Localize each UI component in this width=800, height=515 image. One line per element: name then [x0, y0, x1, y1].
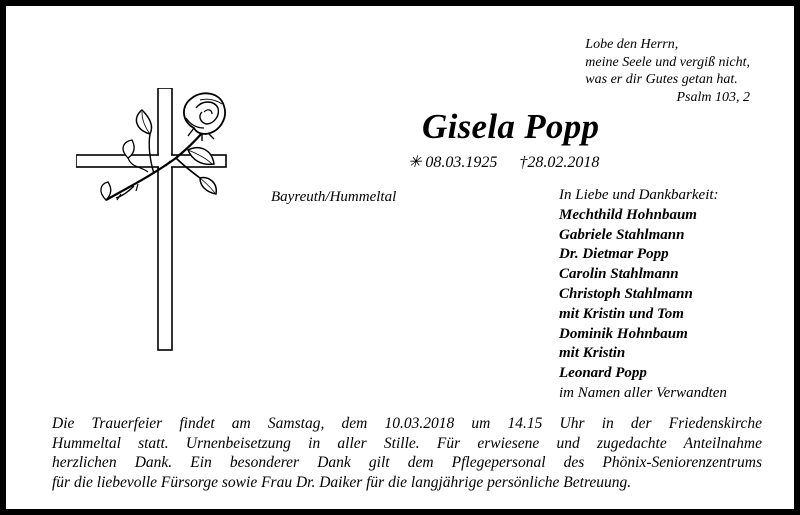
mourner-name: Leonard Popp [559, 365, 647, 382]
place-of-residence: Bayreuth/Hummeltal [271, 189, 397, 205]
psalm-line: was er dir Gutes getan hat. [585, 72, 738, 87]
psalm-quote [585, 36, 750, 106]
notice-line: Die Trauerfeier findet am Samstag, dem 10.03.2018 um 14.15 Uhr in der Friedenskirche [52, 415, 762, 432]
cross-with-rose-icon [76, 88, 236, 358]
mourners-closing: im Namen aller Verwandten [559, 384, 727, 401]
mourner-name: Dr. Dietmar Popp [559, 246, 669, 263]
notice-line: herzlichen Dank. Ein besonderer Dank gilt dem Pflegepersonal des Phönix-Seniorenzentrums [52, 454, 762, 471]
birth-symbol: ✳ [408, 154, 422, 171]
psalm-line: Lobe den Herrn, [585, 37, 679, 52]
notice-line: für die liebevolle Fürsorge sowie Frau Dr. Daiker für die langjährige persönliche Betreuung. [52, 473, 632, 491]
mourner-name: Carolin Stahlmann [559, 266, 679, 283]
psalm-line: meine Seele und vergiß nicht, [585, 54, 750, 70]
mourner-name: Dominik Hohnbaum [559, 325, 688, 342]
mourners-list [559, 186, 727, 404]
psalm-reference: Psalm 103, 2 [676, 89, 750, 105]
death-symbol: † [519, 154, 528, 171]
deceased-name: Gisela Popp [422, 107, 600, 146]
notice-line: Hummeltal statt. Urnenbeisetzung in aller Stille. Für erwiesene und zugedachte Anteilnahme [52, 434, 762, 452]
funeral-notice [52, 414, 762, 492]
mourner-name: Mechthild Hohnbaum [559, 206, 697, 223]
mourner-name: Gabriele Stahlmann [559, 226, 685, 243]
mourner-name: mit Kristin [559, 345, 626, 362]
life-dates [408, 152, 599, 172]
mourner-name: mit Kristin und Tom [559, 305, 684, 322]
death-date: 28.02.2018 [527, 154, 600, 171]
birth-date: 08.03.1925 [425, 154, 498, 171]
mourner-name: Christoph Stahlmann [559, 285, 693, 302]
mourners-intro: In Liebe und Dankbarkeit: [559, 187, 719, 203]
